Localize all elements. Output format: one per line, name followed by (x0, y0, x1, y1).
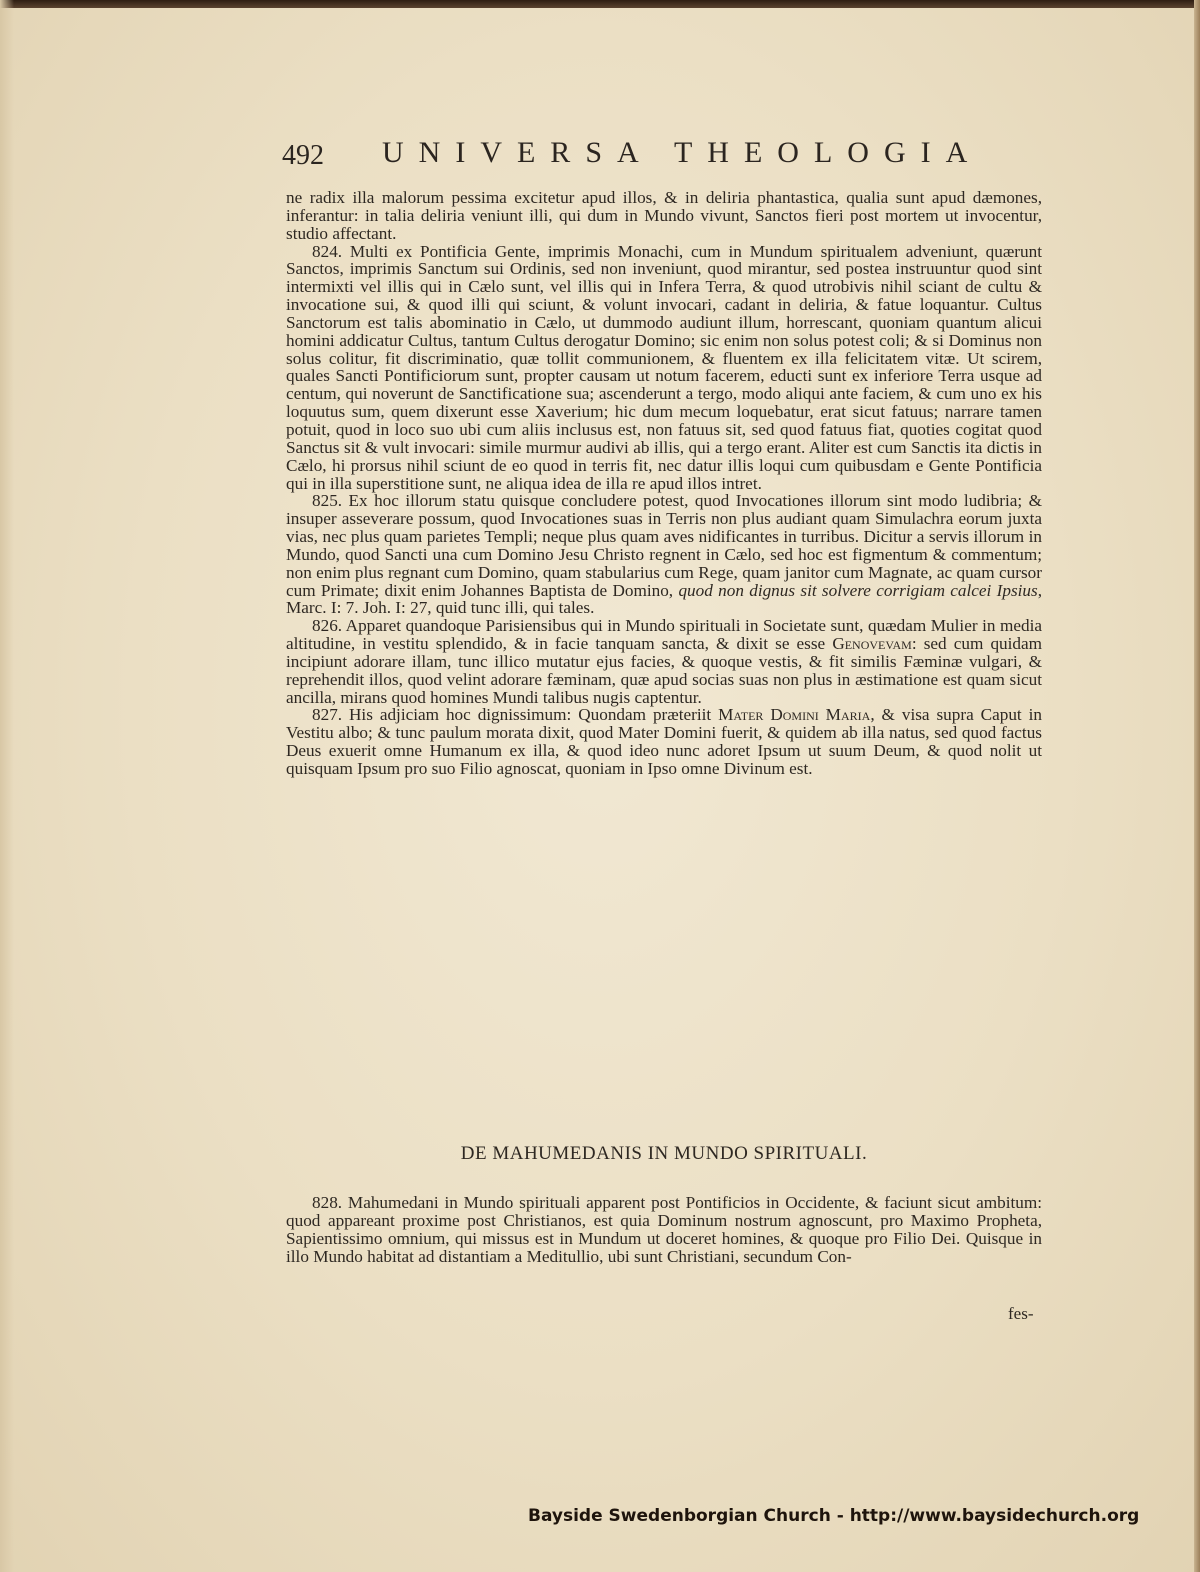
paragraph-827-text-a: 827. His adjiciam hoc dignissimum: Quondam præteriit (312, 705, 712, 725)
watermark-caption: Bayside Swedenborgian Church - http://www.baysidechurch.org (528, 1506, 1140, 1526)
paragraph-continuation: ne radix illa malorum pessima excitetur apud illos, & in deliria phantastica, qualia sunt apud dæmones, inferantur: in talia deliria veniunt illi, qui dum in Mundo vivunt, Sanctos fieri post mortem ut invocentur, studio affectant. (286, 188, 1042, 243)
paragraph-826 (286, 617, 1042, 706)
paragraph-827-name: Mater Domini Maria (718, 705, 871, 725)
section-text-block (286, 1194, 1042, 1265)
paragraph-825-quote: quod non dignus sit solvere corrigiam calcei Ipsius (678, 580, 1038, 600)
paragraph-827 (286, 706, 1042, 777)
page-top-edge (0, 0, 1200, 8)
paragraph-825-text-a: 825. Ex hoc illorum statu quisque concludere potest, quod Invocationes illorum sint modo ludibria; & insuper asseverare possum, quod Invocationes suas in Terris non plus audiant quam Simulachra eorum juxta vias, nec plus quam parietes Templi; neque plus quam aves nidificantes in turribus. Dicitur a servis illorum in Mundo, quod Sancti una cum Domino Jesu Christo regnent in Cælo, sed hoc est figmentum & commentum; non enim plus regnant cum Domino, quam stabularius cum Rege, quam janitor cum Magnate, ac quam cursor cum Primate; dixit enim Johannes Baptista de Domino, (286, 491, 1042, 600)
running-title: UNIVERSA THEOLOGIA (382, 136, 983, 169)
main-text-block (286, 189, 1042, 778)
paragraph-825-text-b: , Marc. I: 7. Joh. I: 27, quid tunc illi, qui tales. (286, 580, 1043, 618)
paragraph-824: 824. Multi ex Pontificia Gente, imprimis Monachi, cum in Mundum spiritualem adveniunt, quærunt Sanctos, imprimis Sanctum sui Ordinis, sed non inveniunt, quod mirantur, sed postea instruuntur quod sint intermixti vel illis qui in Cælo sunt, vel illis qui in Infera Terra, & quod utrobivis nihil sciant de cultu & invocatione sui, & quod illi qui sciunt, & volunt invocari, cadant in deliria, & fatue loquantur. Cultus Sanctorum est talis abominatio in Cælo, ut dummodo audiunt illum, horrescant, quoniam quantum alicui homini addicatur Cultus, tantum Cultus derogatur Domino; sic enim non solus potest coli; & si Dominus non solus colitur, fit discriminatio, quæ tollit communionem, & fluentem ex illa felicitatem vitæ. Ut scirem, quales Sancti Pontificiorum sunt, propter causam ut notum facerem, educti sunt ex inferiore Terra usque ad centum, qui noverunt de Sanctificatione sua; ascenderunt a tergo, modo aliqui ante faciem, & cum uno ex his loquutus sum, quem dixerunt esse Xaverium; hic dum mecum loquebatur, erat sicut fatuus; narrare tamen potuit, quod in loco suo ubi cum aliis inclusus est, non fatuus sit, sed quod fatuus fiat, quoties cogitat quod Sanctus sit & vult invocari: simile murmur audivi ab illis, qui a tergo erant. Aliter est cum Sanctis ita dictis in Cælo, hi prorsus nihil sciunt de eo quod in terris fit, nec datur illis loqui cum quibusdam e Gente Pontificia qui in illa superstitione sunt, ne aliqua idea de illa re apud illos intret. (286, 241, 1042, 493)
paragraph-825 (286, 492, 1042, 617)
page-number: 492 (282, 140, 324, 171)
page-right-edge (1194, 0, 1200, 1572)
paragraph-828: 828. Mahumedani in Mundo spirituali apparent post Pontificios in Occidente, & faciunt sicut ambitum: quod appareant proxime post Christianos, est quia Dominum nostrum agnoscunt, pro Maximo Propheta, Sapientissimo omnium, qui missus est in Mundum ut doceret homines, & quoque pro Filio Dei. Quisque in illo Mundo habitat ad distantiam a Meditullio, ubi sunt Christiani, secundum Con- (286, 1193, 1042, 1266)
paragraph-826-text-b: : sed cum quidam incipiunt adorare illam, tunc illico mutatur ejus facies, & quoque vestis, & fit similis Fæminæ vulgari, & reprehendit illos, quod velint adorare fæminam, quæ apud socias suas non plus in æstimatione est quam sicut ancilla, mirans quod homines Mundi talibus nugis captentur. (286, 634, 1042, 707)
page-header (282, 136, 983, 176)
paragraph-826-name: Genovevam (832, 634, 912, 654)
catchword: fes- (1008, 1304, 1034, 1323)
page-left-shadow (0, 0, 14, 1572)
section-heading: DE MAHUMEDANIS IN MUNDO SPIRITUALI. (460, 1143, 868, 1164)
paragraph-827-text-b: , & visa supra Caput in Vestitu albo; & tunc paulum morata dixit, quod Mater Domini fuerit, & quidem ab illa natus, sed quod factus Deus exuerit omne Humanum ex illa, & quod ideo nunc adoret Ipsum ut suum Deum, & quod nolit ut quisquam Ipsum pro suo Filio agnoscat, quoniam in Ipso omne Divinum est. (286, 705, 1042, 778)
paragraph-826-text-a: 826. Apparet quandoque Parisiensibus qui in Mundo spirituali in Societate sunt, quædam Mulier in media altitudine, in vestitu splendido, & in facie tanquam sancta, & dixit se esse (286, 616, 1042, 654)
